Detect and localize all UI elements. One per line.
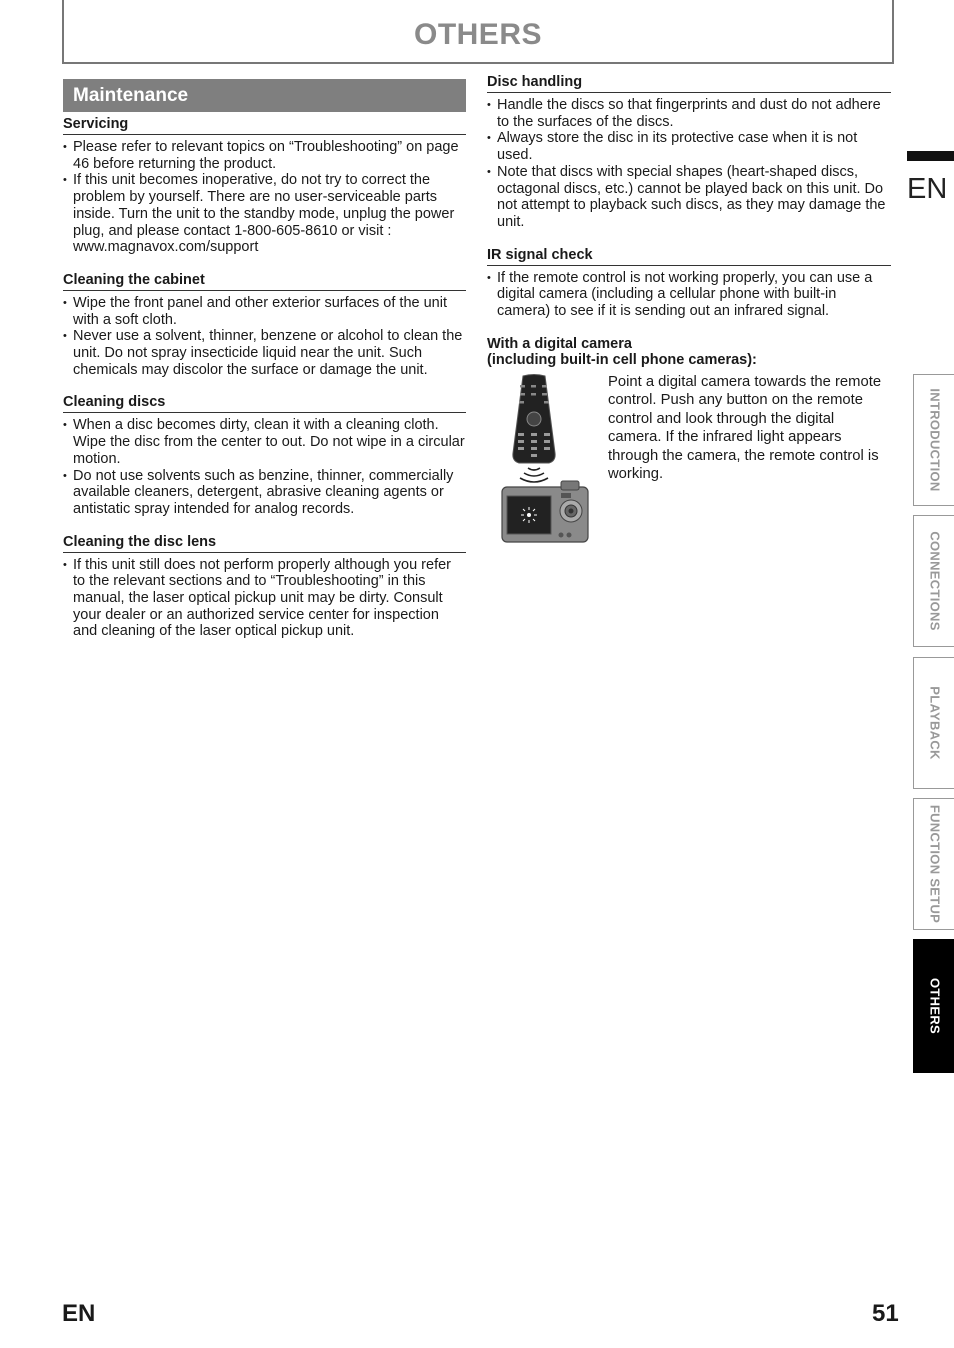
remote-control-icon xyxy=(513,374,555,463)
list-item: • If the remote control is not working properly, you can use a digital camera (including a cellular phone with built-in camera) to see if it is sending out an infrared signal. xyxy=(487,270,891,320)
infrared-signal-icon xyxy=(520,468,548,482)
header-box xyxy=(62,0,894,64)
right-column xyxy=(487,74,891,484)
tab-label: FUNCTION SETUP xyxy=(927,804,942,924)
tab-playback[interactable] xyxy=(913,657,954,789)
servicing-block xyxy=(63,116,466,256)
digital-camera-icon xyxy=(502,481,588,542)
camera-illustration-wrap xyxy=(487,373,891,484)
tab-function-setup[interactable] xyxy=(913,798,954,930)
list-item: • If this unit becomes inoperative, do not try to correct the problem by yourself. There are no user-serviceable parts inside. Turn the unit to the standby mode, unplug the power plug, and please contact 1-800-605-8610 or visit : www.magnavox.com/support xyxy=(63,172,466,256)
discs-heading: Cleaning discs xyxy=(63,394,466,413)
tab-label: OTHERS xyxy=(927,978,942,1034)
tab-label: CONNECTIONS xyxy=(927,531,942,631)
list-item: • Please refer to relevant topics on “Troubleshooting” on page 46 before returning the product. xyxy=(63,139,466,172)
section-title: Maintenance xyxy=(63,79,466,112)
disc-handling-block xyxy=(487,74,891,231)
remote-camera-illustration xyxy=(501,373,597,543)
lens-list xyxy=(63,557,466,641)
ir-check-list xyxy=(487,270,891,320)
ir-check-block xyxy=(487,247,891,320)
cabinet-heading: Cleaning the cabinet xyxy=(63,272,466,291)
cabinet-list xyxy=(63,295,466,379)
language-tab xyxy=(907,151,954,211)
tab-introduction[interactable] xyxy=(913,374,954,506)
list-item: • If this unit still does not perform properly although you refer to the relevant sections and to “Troubleshooting” in this manual, the laser optical pickup unit may be dirty. Consult your dealer or an authorized service center for inspection and cleaning of the laser optical pickup unit. xyxy=(63,557,466,641)
page-number: 51 xyxy=(872,1300,899,1327)
disc-handling-heading: Disc handling xyxy=(487,74,891,93)
lens-heading: Cleaning the disc lens xyxy=(63,534,466,553)
camera-heading-line2: (including built-in cell phone cameras): xyxy=(487,351,757,368)
tab-label: INTRODUCTION xyxy=(927,388,942,492)
lens-block xyxy=(63,534,466,641)
tab-label: PLAYBACK xyxy=(927,686,942,760)
list-item: • Wipe the front panel and other exterior surfaces of the unit with a soft cloth. xyxy=(63,295,466,328)
servicing-list xyxy=(63,139,466,256)
camera-block xyxy=(487,336,891,484)
servicing-heading: Servicing xyxy=(63,116,466,135)
left-column xyxy=(63,79,466,656)
ir-check-heading: IR signal check xyxy=(487,247,891,266)
camera-heading-line1: With a digital camera xyxy=(487,335,632,352)
tab-connections[interactable] xyxy=(913,515,954,647)
list-item: • When a disc becomes dirty, clean it with a cleaning cloth. Wipe the disc from the center to out. Do not wipe in a circular motion. xyxy=(63,417,466,467)
camera-instructions: Point a digital camera towards the remote control. Push any button on the remote control and look through the digital camera. If the infrared light appears through the camera, the remote control is working. xyxy=(608,373,882,483)
discs-list xyxy=(63,417,466,517)
discs-block xyxy=(63,394,466,517)
list-item: • Handle the discs so that fingerprints and dust do not adhere to the surfaces of the discs. xyxy=(487,97,891,130)
disc-handling-list xyxy=(487,97,891,231)
list-item: • Always store the disc in its protective case when it is not used. xyxy=(487,130,891,163)
language-tab-label: EN xyxy=(907,173,948,205)
list-item: • Note that discs with special shapes (heart-shaped discs, octagonal discs, etc.) cannot be played back on this unit. Do not attempt to playback such discs, as they may damage the unit. xyxy=(487,164,891,231)
list-item: • Do not use solvents such as benzine, thinner, commercially available cleaners, detergent, abrasive cleaning agents or antistatic spray intended for analog records. xyxy=(63,468,466,518)
cabinet-block xyxy=(63,272,466,379)
footer-language: EN xyxy=(62,1300,96,1327)
page-title: OTHERS xyxy=(413,18,542,51)
list-item: • Never use a solvent, thinner, benzene or alcohol to clean the unit. Do not spray insecticide liquid near the unit. Such chemicals may discolor the surface or damage the unit. xyxy=(63,328,466,378)
tab-others[interactable] xyxy=(913,939,954,1073)
